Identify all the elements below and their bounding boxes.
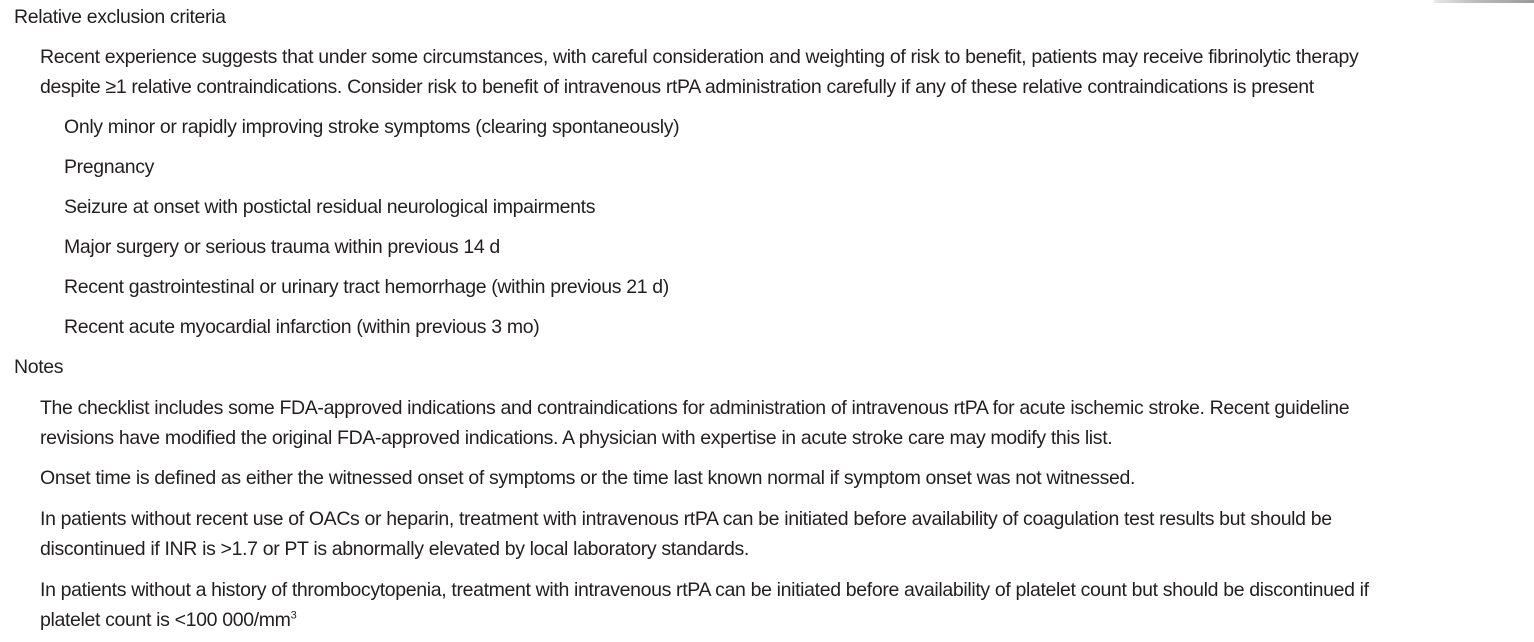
corner-rule bbox=[1434, 0, 1534, 3]
relative-criterion-item: Pregnancy bbox=[64, 156, 155, 178]
relative-criterion-item: Recent acute myocardial infarction (within previous 3 mo) bbox=[64, 316, 540, 338]
note-2-line-1: Onset time is defined as either the witnessed onset of symptoms or the time last known normal if symptom onset was not witnessed. bbox=[40, 467, 1136, 489]
relative-criterion-item: Major surgery or serious trauma within previous 14 d bbox=[64, 236, 500, 258]
relative-exclusion-intro-line-1: Recent experience suggests that under some circumstances, with careful consideration and weighting of risk to benefit, patients may receive fibrinolytic therapy bbox=[40, 46, 1359, 68]
note-4-line-2-text: platelet count is <100 000/mm bbox=[40, 609, 291, 631]
note-4-line-2 bbox=[40, 608, 296, 632]
note-1-line-2: revisions have modified the original FDA-approved indications. A physician with expertise in acute stroke care may modify this list. bbox=[40, 427, 1113, 449]
note-4-line-1: In patients without a history of thrombocytopenia, treatment with intravenous rtPA can be initiated before availability of platelet count but should be discontinued if bbox=[40, 579, 1369, 601]
relative-criterion-item: Only minor or rapidly improving stroke symptoms (clearing spontaneously) bbox=[64, 116, 680, 138]
note-3-line-2: discontinued if INR is >1.7 or PT is abnormally elevated by local laboratory standards. bbox=[40, 538, 749, 560]
relative-criterion-item: Seizure at onset with postictal residual neurological impairments bbox=[64, 196, 596, 218]
note-1-line-1: The checklist includes some FDA-approved indications and contraindications for administration of intravenous rtPA for acute ischemic stroke. Recent guideline bbox=[40, 397, 1350, 419]
relative-criterion-item: Recent gastrointestinal or urinary tract hemorrhage (within previous 21 d) bbox=[64, 276, 669, 298]
notes-heading: Notes bbox=[14, 356, 64, 378]
superscript-exponent: 3 bbox=[290, 609, 297, 622]
relative-exclusion-intro-line-2: despite ≥1 relative contraindications. Consider risk to benefit of intravenous rtPA administration carefully if any of these relative contraindications is present bbox=[40, 76, 1314, 98]
note-3-line-1: In patients without recent use of OACs or heparin, treatment with intravenous rtPA can be initiated before availability of coagulation test results but should be bbox=[40, 508, 1332, 530]
relative-exclusion-heading: Relative exclusion criteria bbox=[14, 6, 226, 28]
